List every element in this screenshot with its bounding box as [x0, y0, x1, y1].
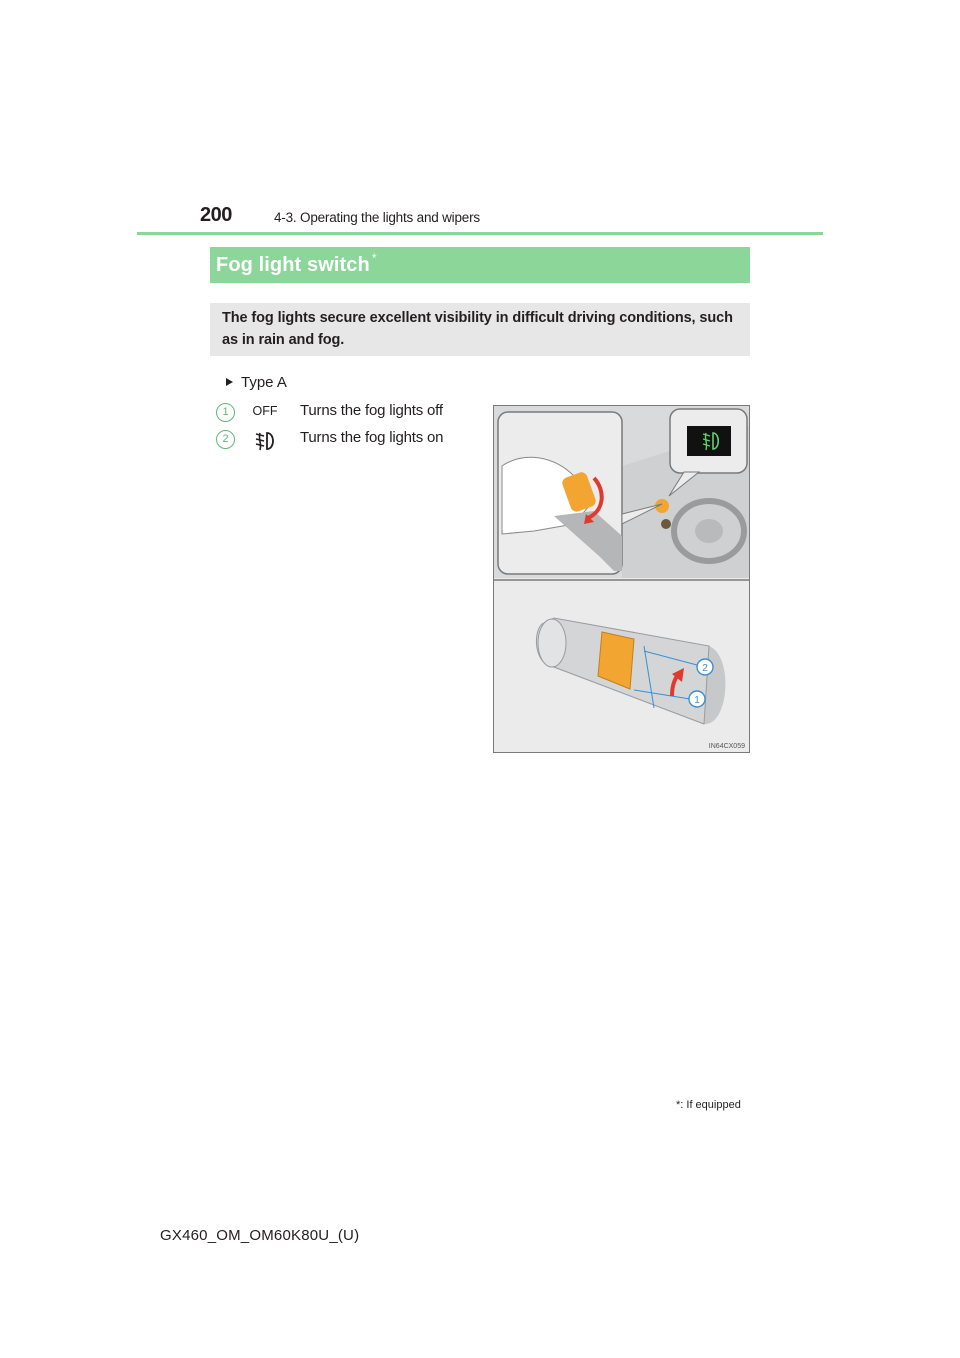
fog-light-icon: [250, 431, 280, 454]
page-number: 200: [200, 204, 232, 226]
item-description: Turns the fog lights on: [300, 429, 444, 446]
item-number: 1: [216, 403, 235, 422]
intro-box: The fog lights secure excellent visibility in difficult driving conditions, such as in rain and fog.: [210, 303, 750, 356]
off-symbol: OFF: [252, 404, 278, 418]
title-footnote-marker: *: [371, 251, 377, 265]
footnote-text: : If equipped: [680, 1099, 741, 1111]
footnote: [676, 1099, 741, 1111]
header-rule: [137, 232, 823, 235]
title-bar: [210, 247, 750, 283]
footer-code: GX460_OM_OM60K80U_(U): [160, 1227, 360, 1244]
callout-2: 2: [702, 663, 708, 674]
type-label-text: Type A: [241, 374, 287, 391]
figure-code: IN64CX059: [708, 743, 745, 750]
fog-light-switch-illustration: [493, 405, 750, 753]
switch-diagram: [494, 406, 749, 752]
section-title: 4-3. Operating the lights and wipers: [274, 210, 480, 225]
footnote-marker: *: [676, 1099, 681, 1111]
triangle-bullet-icon: [226, 378, 233, 386]
item-number: 2: [216, 430, 235, 449]
item-description: Turns the fog lights off: [300, 402, 443, 419]
page-title: Fog light switch: [216, 254, 370, 276]
type-label: [226, 374, 287, 391]
callout-1: 1: [694, 695, 700, 706]
